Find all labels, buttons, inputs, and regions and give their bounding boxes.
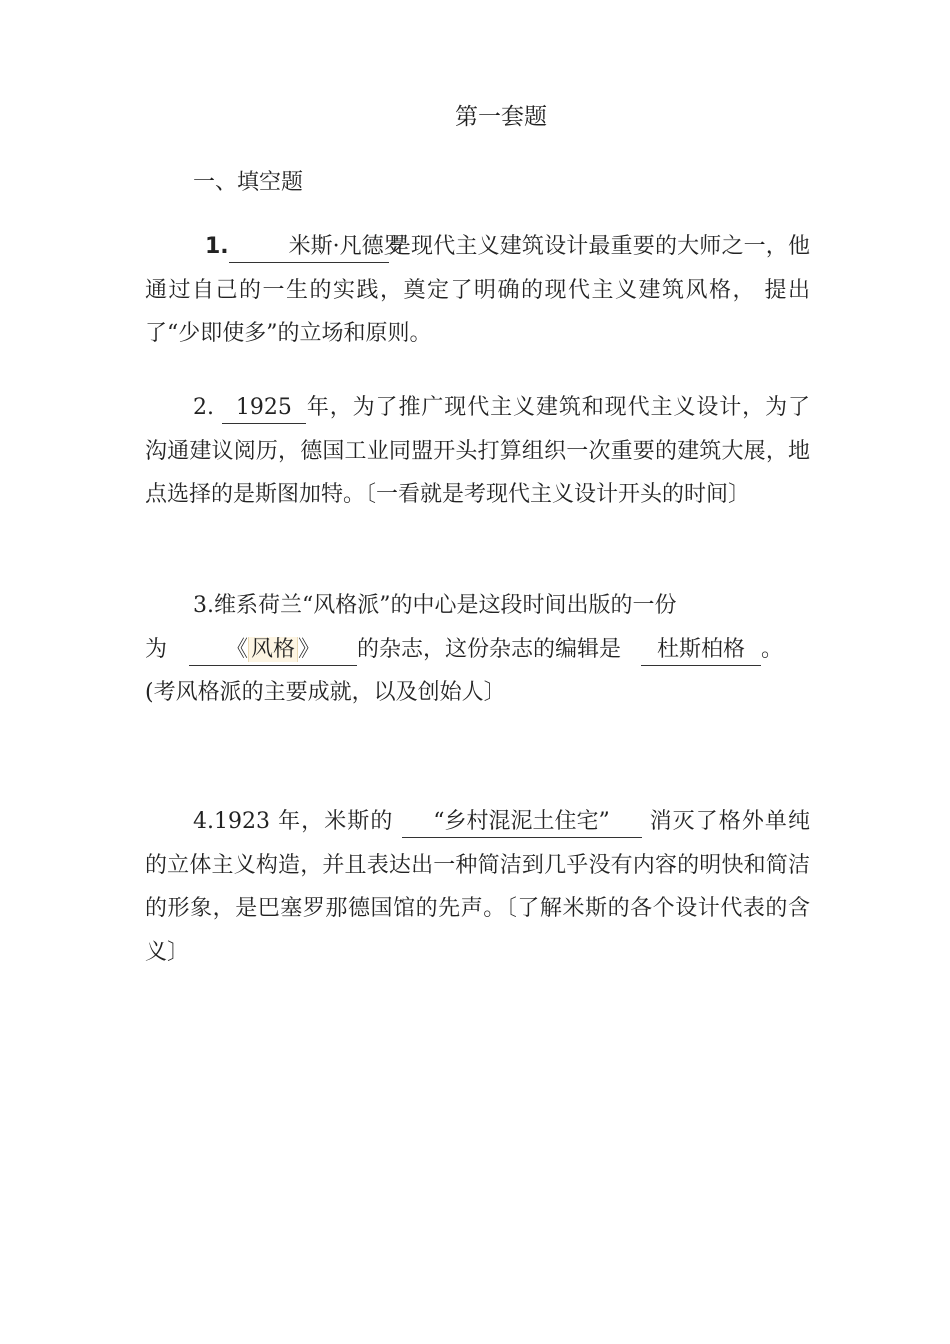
question-1-text: 是现代主义建筑设计最重要的大师之一，他通过自己的一生的实践，奠定了明确的现代主义建筑风格， 提出了“少即使多”的立场和原则。 xyxy=(145,234,810,346)
question-3-prefix: 为 xyxy=(145,636,168,662)
question-4-text: 消灭了格外单纯的立体主义构造，并且表达出一种简洁到几乎没有内容的明快和简洁的形象，是巴塞罗那德国馆的先声。〔了解米斯的各个设计代表的含义〕 xyxy=(145,809,811,965)
question-4-number: 4.1923 xyxy=(193,809,270,834)
page-title: 第一套题 xyxy=(455,104,547,130)
question-3-answer-1-open: 《 xyxy=(225,636,248,662)
question-4-text-pre: 年，米斯的 xyxy=(278,809,394,834)
question-3-answer-1-blank xyxy=(189,635,357,666)
question-4-answer-blank: “乡村混泥土住宅” xyxy=(402,807,642,838)
question-1 xyxy=(145,225,810,356)
question-3-middle-text: 的杂志，这份杂志的编辑是 xyxy=(357,636,622,662)
question-3-answer-1-close: 》 xyxy=(298,636,321,662)
question-3-line-3: (考风格派的主要成就，以及创始人〕 xyxy=(145,680,506,705)
section-heading: 一、填空题 xyxy=(193,170,304,195)
question-1-number: 1. xyxy=(205,234,229,259)
question-3-answer-1: 风格 xyxy=(248,637,298,662)
question-2-number: 2. xyxy=(193,395,214,420)
question-3-line-1: 3.维系荷兰“风格派”的中心是这段时间出版的一份 xyxy=(193,593,677,618)
question-3-answer-2-blank: 杜斯柏格 xyxy=(641,635,761,666)
question-3 xyxy=(145,584,810,715)
question-4 xyxy=(145,800,810,974)
question-2-answer-blank: 1925 xyxy=(222,393,306,424)
question-3-line-2 xyxy=(145,628,810,672)
question-3-end: 。 xyxy=(761,636,784,662)
question-1-answer-blank: 米斯·凡德罗 xyxy=(229,232,389,263)
question-2-text: 年，为了推广现代主义建筑和现代主义设计，为了沟通建议阅历，德国工业同盟开头打算组织一次重要的建筑大展，地点选择的是斯图加特。〔一看就是考现代主义设计开头的时间〕 xyxy=(145,395,810,507)
question-2 xyxy=(145,386,810,517)
